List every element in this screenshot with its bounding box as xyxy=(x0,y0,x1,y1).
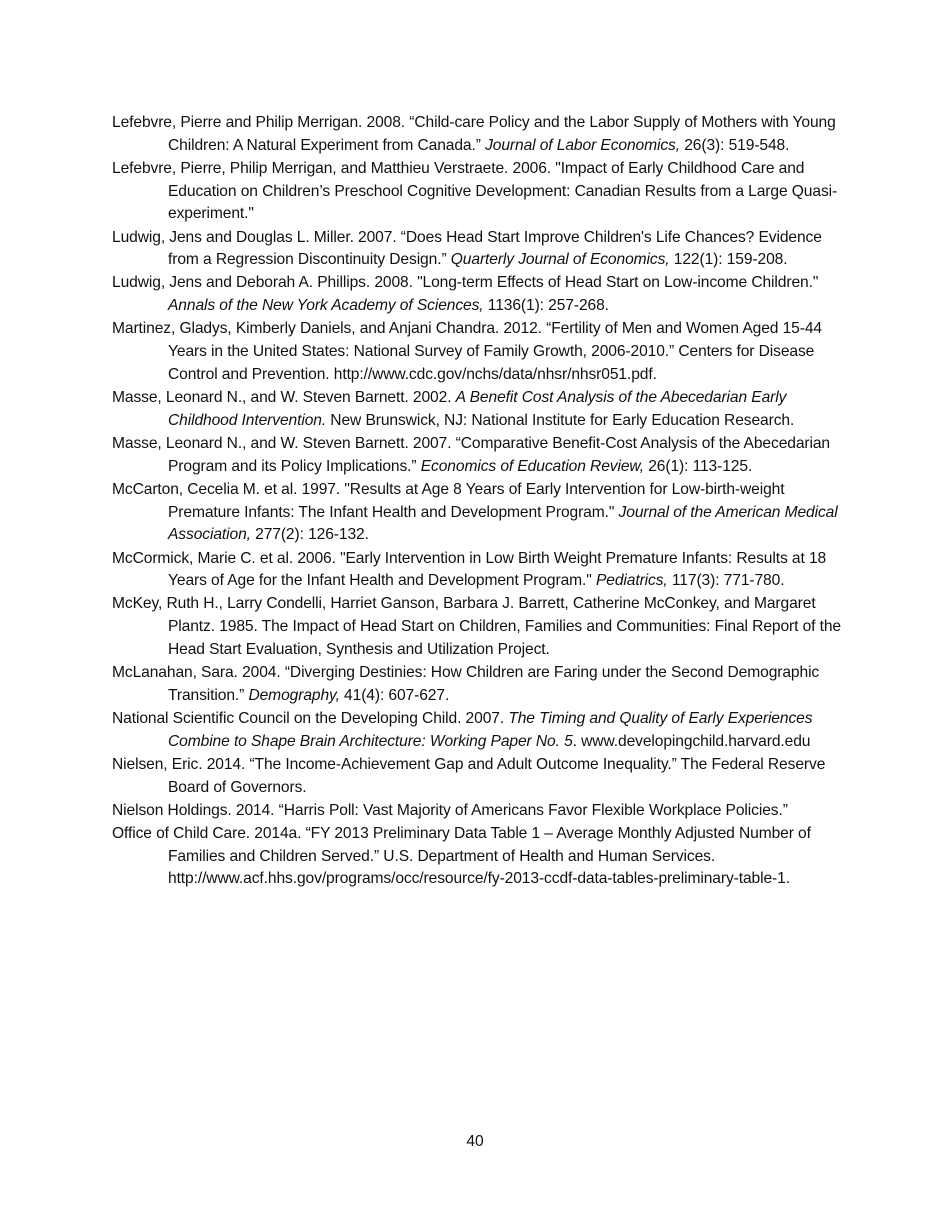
reference-source-title: Quarterly Journal of Economics, xyxy=(450,251,670,269)
reference-text: Ludwig, Jens and Deborah A. Phillips. 2008. "Long-term Effects of Head Start on Low-income Children." xyxy=(112,274,819,292)
reference-entry xyxy=(112,112,847,158)
reference-text: 117(3): 771-780. xyxy=(667,572,785,590)
reference-text: Martinez, Gladys, Kimberly Daniels, and Anjani Chandra. 2012. “Fertility of Men and Women Aged 15-44 Years in the United States: National Survey of Family Growth, 2006-2010.” Centers for Disease Control and Prevention. http://www.cdc.gov/nchs/data/nhsr/nhsr051.pdf. xyxy=(112,320,822,383)
reference-text: Lefebvre, Pierre and Philip Merrigan. 2008. “Child-care Policy and the Labor Supply of Mothers with Young Children: A Natural Experiment from Canada.” xyxy=(112,114,836,154)
reference-text: McKey, Ruth H., Larry Condelli, Harriet Ganson, Barbara J. Barrett, Catherine McConkey, and Margaret Plantz. 1985. The Impact of Head Start on Children, Families and Communities: Final Report of the Head Start Evaluation, Synthesis and Utilization Project. xyxy=(112,595,842,658)
reference-text: Lefebvre, Pierre, Philip Merrigan, and Matthieu Verstraete. 2006. "Impact of Early Childhood Care and Education on Children’s Preschool Cognitive Development: Canadian Results from a Large Quasi-experiment." xyxy=(112,159,838,223)
reference-entry xyxy=(112,823,847,891)
reference-entry xyxy=(112,227,847,273)
reference-text: 277(2): 126-132. xyxy=(250,526,369,544)
reference-source-title: Annals of the New York Academy of Sciences, xyxy=(168,297,484,315)
reference-text: 41(4): 607-627. xyxy=(339,686,450,704)
reference-entry xyxy=(112,158,847,226)
reference-entry xyxy=(112,433,847,479)
reference-source-title: The Timing and Quality of Early Experiences Combine to Shape Brain Architecture: Working Paper No. 5 xyxy=(168,709,813,750)
reference-source-title: Journal of Labor Economics, xyxy=(485,136,680,154)
reference-text: Ludwig, Jens and Douglas L. Miller. 2007. “Does Head Start Improve Children's Life Chances? Evidence from a Regression Discontinuity Design.” xyxy=(112,228,822,269)
reference-entry xyxy=(112,754,847,800)
reference-text: 26(3): 519-548. xyxy=(680,136,790,154)
reference-text: Masse, Leonard N., and W. Steven Barnett. 2007. “Comparative Benefit-Cost Analysis of the Abecedarian Program and its Policy Implications.” xyxy=(112,434,831,475)
reference-entry xyxy=(112,662,847,708)
reference-source-title: A Benefit Cost Analysis of the Abecedarian Early Childhood Intervention. xyxy=(168,389,787,429)
reference-source-title: Economics of Education Review, xyxy=(420,457,644,475)
reference-entry xyxy=(112,479,847,547)
reference-list xyxy=(112,112,847,892)
reference-entry xyxy=(112,387,847,433)
reference-text: National Scientific Council on the Developing Child. 2007. xyxy=(112,709,509,727)
reference-text: McCormick, Marie C. et al. 2006. "Early Intervention in Low Birth Weight Premature Infants: Results at 18 Years of Age for the Infant Health and Development Program." xyxy=(112,549,827,590)
reference-text: Nielsen, Eric. 2014. “The Income-Achievement Gap and Adult Outcome Inequality.” The Federal Reserve Board of Governors. xyxy=(112,755,826,796)
reference-entry xyxy=(112,800,847,823)
reference-source-title: Demography, xyxy=(248,686,340,704)
reference-text: 1136(1): 257-268. xyxy=(483,297,609,315)
reference-text: 122(1): 159-208. xyxy=(669,251,788,269)
reference-text: McLanahan, Sara. 2004. “Diverging Destinies: How Children are Faring under the Second Demographic Transition.” xyxy=(112,664,820,704)
reference-entry xyxy=(112,318,847,386)
reference-text: McCarton, Cecelia M. et al. 1997. "Results at Age 8 Years of Early Intervention for Low-birth-weight Premature Infants: The Infant Health and Development Program." xyxy=(112,480,785,521)
reference-text: Masse, Leonard N., and W. Steven Barnett. 2002. xyxy=(112,389,456,407)
reference-source-title: Journal of the American Medical Association, xyxy=(168,503,838,544)
reference-entry xyxy=(112,548,847,594)
reference-text: 26(1): 113-125. xyxy=(643,457,753,475)
reference-entry xyxy=(112,593,847,661)
reference-entry xyxy=(112,272,847,318)
reference-text: Office of Child Care. 2014a. “FY 2013 Preliminary Data Table 1 – Average Monthly Adjusted Number of Families and Children Served.” U.S. Department of Health and Human Services. http://www.acf.hhs.gov/programs/occ/resource/fy-2013-ccdf-data-tables-preliminary-table-1. xyxy=(112,824,811,888)
reference-text: . www.developingchild.harvard.edu xyxy=(572,732,811,750)
reference-text: Nielson Holdings. 2014. “Harris Poll: Vast Majority of Americans Favor Flexible Workplace Policies.” xyxy=(112,801,788,819)
reference-source-title: Pediatrics, xyxy=(595,572,668,590)
page-number: 40 xyxy=(466,1133,484,1150)
reference-entry xyxy=(112,708,847,754)
reference-text: New Brunswick, NJ: National Institute for Early Education Research. xyxy=(326,411,795,429)
